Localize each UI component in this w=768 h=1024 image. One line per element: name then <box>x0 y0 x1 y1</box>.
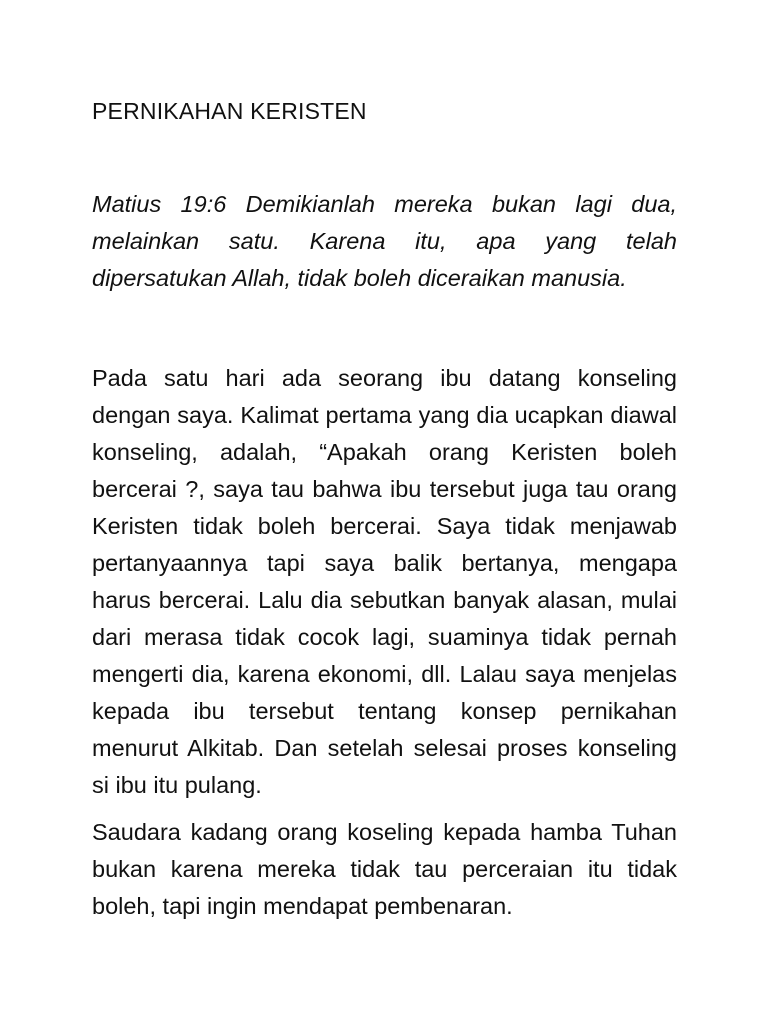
paragraph-1: Pada satu hari ada seorang ibu datang konseling dengan saya. Kalimat pertama yang dia ucapkan diawal konseling, adalah, “Apakah orang Keristen boleh bercerai ?, saya tau bahwa ibu tersebut juga tau orang Keristen tidak boleh bercerai. Saya tidak menjawab pertanyaannya tapi saya balik bertanya, mengapa harus bercerai. Lalu dia sebutkan banyak alasan, mulai dari merasa tidak cocok lagi, suaminya tidak pernah mengerti dia, karena ekonomi, dll. Lalau saya menjelas kepada ibu tersebut tentang konsep pernikahan menurut Alkitab. Dan setelah selesai proses konseling si ibu itu pulang. <box>92 365 677 798</box>
document-title: PERNIKAHAN KERISTEN <box>92 98 367 124</box>
bible-verse: Matius 19:6 Demikianlah mereka bukan lagi dua, melainkan satu. Karena itu, apa yang telah dipersatukan Allah, tidak boleh diceraikan manusia. <box>92 191 677 291</box>
paragraph-2: Saudara kadang orang koseling kepada hamba Tuhan bukan karena mereka tidak tau perceraian itu tidak boleh, tapi ingin mendapat pembenaran. <box>92 819 677 919</box>
document-page <box>92 96 677 925</box>
